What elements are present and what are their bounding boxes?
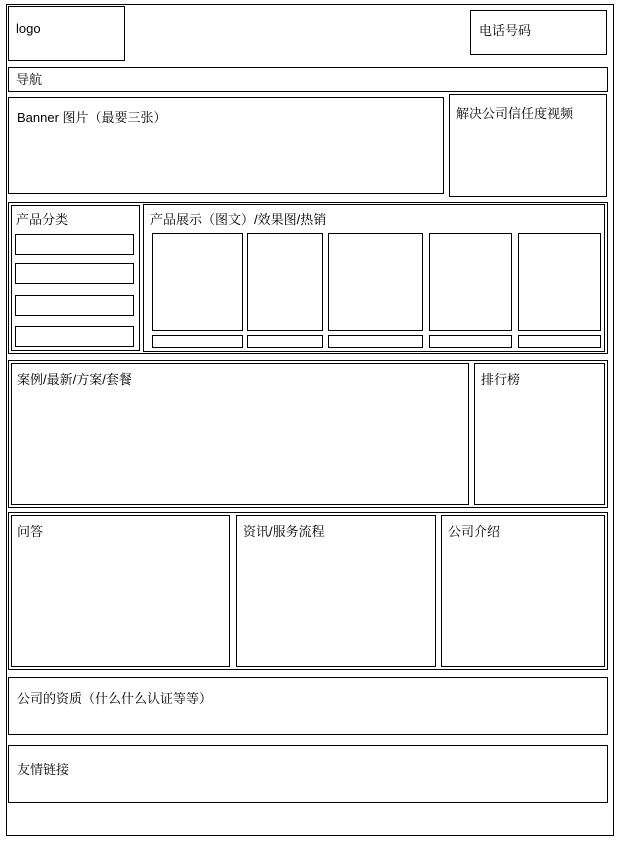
product-caption-placeholder [429, 335, 512, 348]
product-caption-placeholder [152, 335, 243, 348]
navigation-label: 导航 [16, 72, 43, 87]
product-image-placeholder[interactable] [429, 233, 512, 331]
product-image-placeholder[interactable] [152, 233, 243, 331]
category-item[interactable] [15, 295, 134, 316]
phone-number-label: 电话号码 [479, 23, 532, 38]
qa-label: 问答 [17, 524, 44, 539]
cases-label: 案例/最新/方案/套餐 [17, 372, 132, 387]
category-item[interactable] [15, 326, 134, 347]
product-caption-placeholder [518, 335, 601, 348]
product-caption-placeholder [328, 335, 423, 348]
friendly-links-label: 友情链接 [17, 762, 70, 777]
banner-label: Banner 图片（最要三张） [17, 110, 167, 125]
product-image-placeholder[interactable] [328, 233, 423, 331]
product-category-label: 产品分类 [16, 212, 69, 227]
company-intro-label: 公司介绍 [448, 524, 501, 539]
friendly-links-panel[interactable] [8, 745, 608, 803]
news-service-label: 资讯/服务流程 [243, 524, 325, 539]
qa-panel[interactable] [11, 515, 230, 667]
category-item[interactable] [15, 234, 134, 255]
logo-label: logo [16, 21, 41, 36]
product-showcase-label: 产品展示（图文）/效果图/热销 [150, 212, 327, 227]
product-image-placeholder[interactable] [518, 233, 601, 331]
ranking-label: 排行榜 [481, 372, 521, 387]
navigation-bar[interactable] [8, 67, 608, 92]
trust-video-label: 解决公司信任度视频 [456, 106, 574, 121]
category-item[interactable] [15, 263, 134, 284]
product-image-placeholder[interactable] [247, 233, 323, 331]
credentials-label: 公司的资质（什么什么认证等等） [17, 691, 213, 706]
product-caption-placeholder [247, 335, 323, 348]
